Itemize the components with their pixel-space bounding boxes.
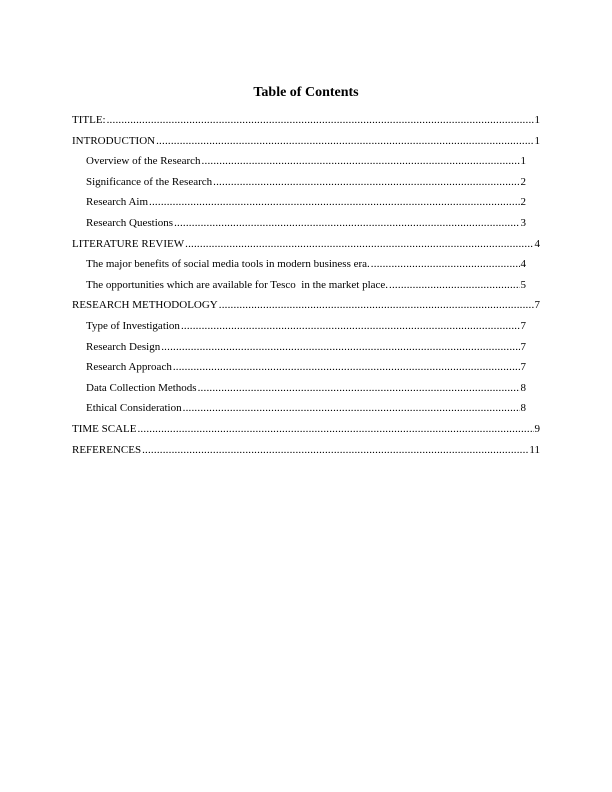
toc-entry[interactable]	[72, 339, 526, 360]
toc-heading: Table of Contents	[253, 85, 359, 100]
toc-dot-leader	[198, 380, 520, 396]
toc-entry-page-number: 7	[520, 319, 526, 332]
toc-entry-title: Data Collection Methods	[86, 381, 197, 394]
toc-entry[interactable]	[72, 174, 526, 195]
toc-dot-leader	[107, 112, 534, 128]
toc-entry-title: The opportunities which are available for Tesco in the market place.	[86, 278, 389, 291]
toc-entry[interactable]	[72, 297, 540, 318]
toc-entry-title: Overview of the Research	[86, 155, 201, 168]
toc-entry-title: Research Design	[86, 340, 161, 353]
toc-entry-page-number: 1	[534, 134, 540, 147]
toc-dot-leader	[149, 194, 519, 210]
toc-entry[interactable]	[72, 277, 526, 298]
toc-dot-leader	[137, 421, 533, 437]
toc-entry[interactable]	[72, 236, 540, 257]
toc-list	[72, 112, 540, 462]
toc-entry-page-number: 8	[520, 381, 526, 394]
toc-entry-title: Research Aim	[86, 196, 149, 209]
toc-dot-leader	[173, 359, 520, 375]
toc-entry-page-number: 2	[520, 196, 526, 209]
toc-entry-page-number: 1	[520, 155, 526, 168]
toc-dot-leader	[183, 400, 520, 416]
toc-entry-page-number: 4	[534, 237, 540, 250]
toc-dot-leader	[213, 174, 519, 190]
toc-entry[interactable]	[72, 442, 540, 463]
toc-entry-title: Research Approach	[86, 361, 172, 374]
toc-entry[interactable]	[72, 112, 540, 133]
toc-entry[interactable]	[72, 359, 526, 380]
toc-entry-page-number: 5	[520, 278, 526, 291]
toc-entry-title: TITLE:	[72, 114, 106, 126]
toc-dot-leader	[156, 133, 533, 149]
toc-entry-title: The major benefits of social media tools in modern business era.	[86, 258, 370, 271]
toc-entry[interactable]	[72, 133, 540, 154]
toc-dot-leader	[174, 215, 519, 231]
toc-entry-title: Significance of the Research	[86, 175, 213, 188]
toc-dot-leader	[142, 442, 528, 458]
toc-entry-page-number: 9	[534, 422, 540, 435]
toc-dot-leader	[185, 236, 533, 252]
toc-entry-title: Ethical Consideration	[86, 402, 182, 415]
toc-entry-title: Type of Investigation	[86, 319, 180, 332]
toc-entry-page-number: 3	[520, 216, 526, 229]
toc-dot-leader	[371, 256, 520, 272]
toc-entry-page-number: 11	[529, 443, 540, 456]
toc-dot-leader	[219, 297, 534, 313]
toc-entry-title: LITERATURE REVIEW	[72, 237, 185, 250]
toc-entry-page-number: 1	[534, 114, 540, 126]
toc-entry[interactable]	[72, 380, 526, 401]
toc-entry[interactable]	[72, 318, 526, 339]
toc-dot-leader	[389, 277, 519, 293]
toc-entry-page-number: 7	[520, 361, 526, 374]
toc-entry-title: INTRODUCTION	[72, 134, 156, 147]
toc-entry[interactable]	[72, 215, 526, 236]
toc-entry[interactable]	[72, 421, 540, 442]
toc-dot-leader	[202, 153, 520, 169]
toc-entry-page-number: 7	[520, 340, 526, 353]
toc-entry[interactable]	[72, 153, 526, 174]
toc-dot-leader	[181, 318, 520, 334]
toc-entry-page-number: 8	[520, 402, 526, 415]
toc-entry[interactable]	[72, 400, 526, 421]
toc-entry-title: Research Questions	[86, 216, 174, 229]
toc-entry[interactable]	[72, 256, 526, 277]
toc-entry-page-number: 2	[520, 175, 526, 188]
toc-entry[interactable]	[72, 194, 526, 215]
toc-entry-title: TIME SCALE	[72, 422, 137, 435]
toc-entry-page-number: 7	[534, 299, 540, 312]
toc-dot-leader	[161, 339, 519, 355]
toc-entry-page-number: 4	[520, 258, 526, 271]
toc-entry-title: RESEARCH METHODOLOGY	[72, 299, 218, 312]
toc-entry-title: REFERENCES	[72, 443, 142, 456]
